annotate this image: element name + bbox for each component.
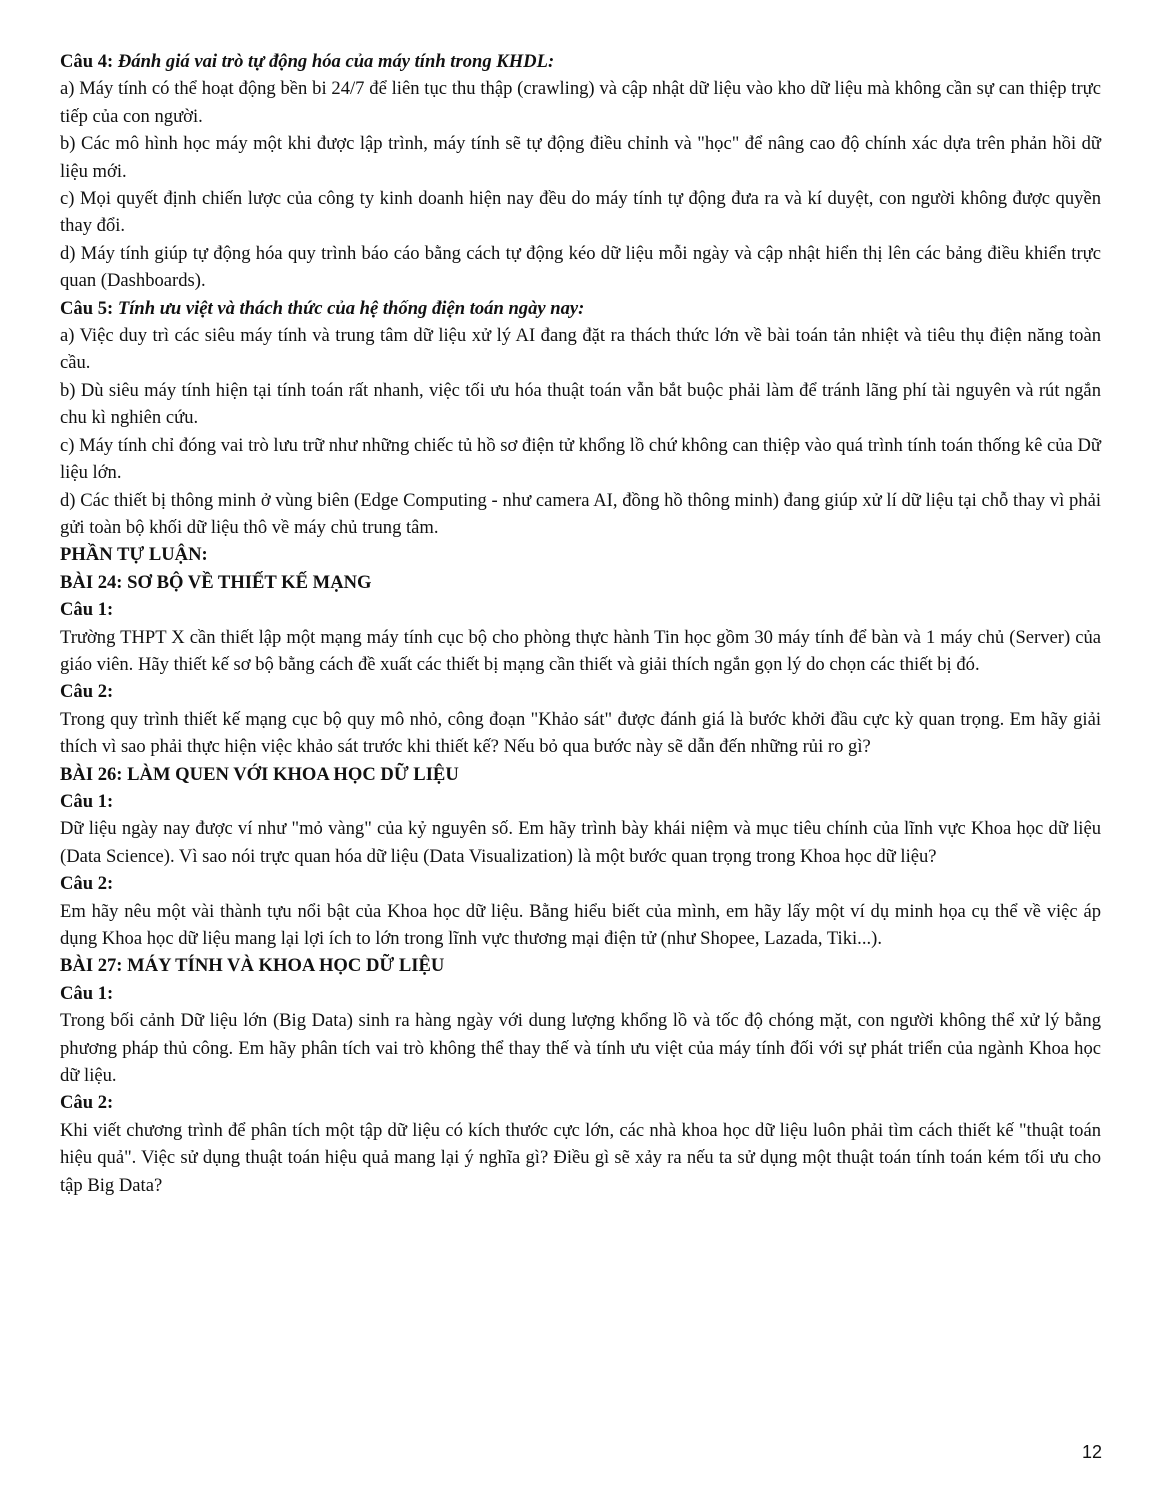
lesson-26-question-1-text: Dữ liệu ngày nay được ví như "mỏ vàng" của kỷ nguyên số. Em hãy trình bày khái niệm và mục tiêu chính của lĩnh vực Khoa học dữ liệu (Data Science). Vì sao nói trực quan hóa dữ liệu (Data Visualization) là một bước quan trọng trong Khoa học dữ liệu? xyxy=(60,818,1101,867)
question-4-option-c: c) Mọi quyết định chiến lược của công ty kinh doanh hiện nay đều do máy tính tự động đưa ra và kí duyệt, con người không được quyền thay đổi. xyxy=(60,188,1101,237)
question-5-option-b: b) Dù siêu máy tính hiện tại tính toán rất nhanh, việc tối ưu hóa thuật toán vẫn bắt buộc phải làm để tránh lãng phí tài nguyên và rút ngắn chu kì nghiên cứu. xyxy=(60,379,1101,429)
question-5-option-c: c) Máy tính chỉ đóng vai trò lưu trữ như những chiếc tủ hồ sơ điện tử khổng lồ chứ không can thiệp vào quá trình tính toán thống kê của Dữ liệu lớn. xyxy=(60,434,1101,484)
page-number: 12 xyxy=(1081,1442,1102,1462)
lesson-27-question-2-label: Câu 2: xyxy=(60,1092,114,1114)
lesson-26-question-2-text: Em hãy nêu một vài thành tựu nổi bật của Khoa học dữ liệu. Bằng hiểu biết của mình, em hãy lấy một ví dụ minh họa cụ thể về việc áp dụng Khoa học dữ liệu mang lại lợi ích to lớn trong lĩnh vực thương mại điện tử (như Shopee, Lazada, Tiki...). xyxy=(60,900,1101,949)
lesson-27-question-1-label: Câu 1: xyxy=(60,982,114,1004)
lesson-26-question-1-label: Câu 1: xyxy=(60,790,114,812)
question-5-heading xyxy=(60,295,1101,322)
lesson-26-question-2-label: Câu 2: xyxy=(60,873,114,895)
question-4-label: Câu 4: xyxy=(60,51,114,72)
lesson-24-question-2-text: Trong quy trình thiết kế mạng cục bộ quy mô nhỏ, công đoạn "Khảo sát" được đánh giá là bước khởi đầu cực kỳ quan trọng. Em hãy giải thích vì sao phải thực hiện việc khảo sát trước khi thiết kế? Nếu bỏ qua bước này sẽ dẫn đến những rủi ro gì? xyxy=(60,708,1101,758)
question-4-option-a: a) Máy tính có thể hoạt động bền bi 24/7 để liên tục thu thập (crawling) và cập nhật dữ liệu vào kho dữ liệu mà không cần sự can thiệp trực tiếp của con người. xyxy=(60,78,1101,127)
lesson-27-question-1-text: Trong bối cảnh Dữ liệu lớn (Big Data) sinh ra hàng ngày với dung lượng khổng lồ và tốc độ chóng mặt, con người không thể xử lý bằng phương pháp thủ công. Em hãy phân tích vai trò không thể thay thế và tính ưu việt của máy tính đối với sự phát triển của ngành Khoa học dữ liệu. xyxy=(60,1010,1101,1087)
question-4-heading xyxy=(60,48,1101,75)
question-5-label: Câu 5: xyxy=(60,297,114,319)
essay-section-heading: PHẦN TỰ LUẬN: xyxy=(60,544,208,566)
question-4-title: Đánh giá vai trò tự động hóa của máy tính trong KHDL: xyxy=(113,51,555,72)
lesson-27-title: BÀI 27: MÁY TÍNH VÀ KHOA HỌC DỮ LIỆU xyxy=(60,955,445,977)
lesson-27-question-2-text: Khi viết chương trình để phân tích một tập dữ liệu có kích thước cực lớn, các nhà khoa học dữ liệu luôn phải tìm cách thiết kế "thuật toán hiệu quả". Việc sử dụng thuật toán hiệu quả mang lại ý nghĩa gì? Điều gì sẽ xảy ra nếu ta sử dụng một thuật toán tính toán kém tối ưu cho tập Big Data? xyxy=(60,1119,1101,1196)
lesson-24-question-2-label: Câu 2: xyxy=(60,681,114,703)
question-4-option-b: b) Các mô hình học máy một khi được lập trình, máy tính sẽ tự động điều chỉnh và "học" để nâng cao độ chính xác dựa trên phản hồi dữ liệu mới. xyxy=(60,133,1101,182)
question-5-option-a: a) Việc duy trì các siêu máy tính và trung tâm dữ liệu xử lý AI đang đặt ra thách thức lớn về bài toán tản nhiệt và tiêu thụ điện năng toàn cầu. xyxy=(60,325,1101,374)
lesson-24-question-1-text: Trường THPT X cần thiết lập một mạng máy tính cục bộ cho phòng thực hành Tin học gồm 30 máy tính để bàn và 1 máy chủ (Server) của giáo viên. Hãy thiết kế sơ bộ bằng cách đề xuất các thiết bị mạng cần thiết và giải thích ngắn gọn lý do chọn các thiết bị đó. xyxy=(60,626,1101,675)
question-4-option-d: d) Máy tính giúp tự động hóa quy trình báo cáo bằng cách tự động kéo dữ liệu mỗi ngày và cập nhật hiển thị lên các bảng điều khiển trực quan (Dashboards). xyxy=(60,242,1101,292)
question-5-option-d: d) Các thiết bị thông minh ở vùng biên (Edge Computing - như camera AI, đồng hồ thông minh) đang giúp xử lí dữ liệu tại chỗ thay vì phải gửi toàn bộ khối dữ liệu thô về máy chủ trung tâm. xyxy=(60,489,1101,538)
lesson-26-title: BÀI 26: LÀM QUEN VỚI KHOA HỌC DỮ LIỆU xyxy=(60,763,459,785)
lesson-24-question-1-label: Câu 1: xyxy=(60,599,114,621)
question-5-title: Tính ưu việt và thách thức của hệ thống điện toán ngày nay: xyxy=(113,297,585,319)
lesson-24-title: BÀI 24: SƠ BỘ VỀ THIẾT KẾ MẠNG xyxy=(60,571,372,593)
document-body xyxy=(60,48,1101,1199)
